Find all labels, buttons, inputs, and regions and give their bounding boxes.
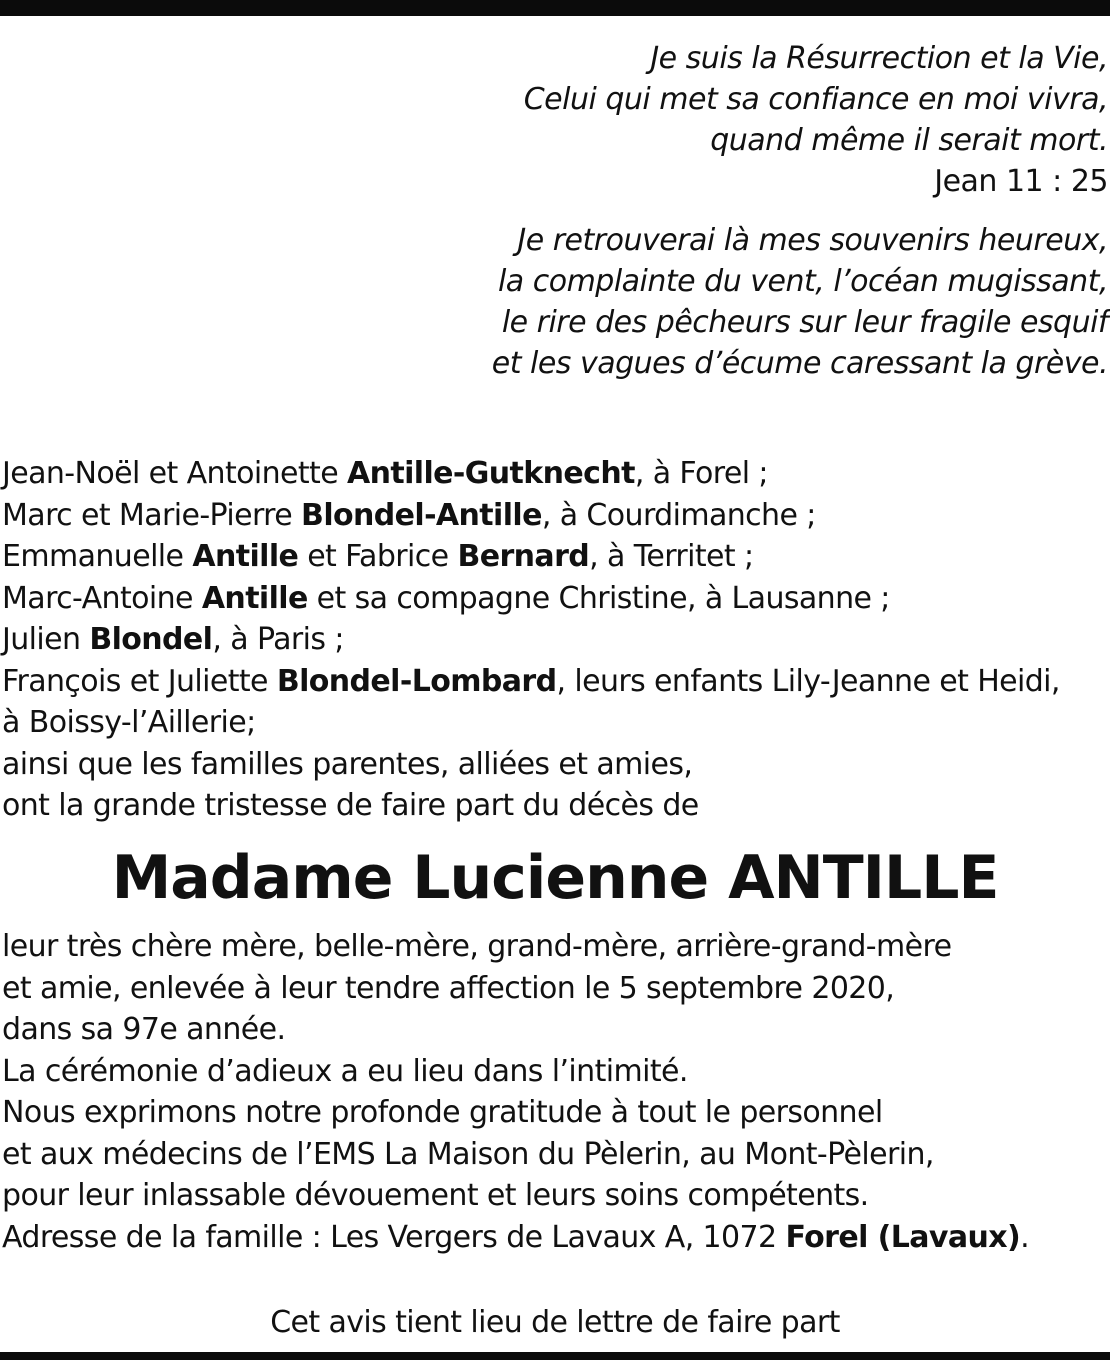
- deceased-name: Madame Lucienne ANTILLE: [111, 843, 999, 913]
- family-line: Jean-Noël et Antoinette Antille-Gutknecht, à Forel ;: [2, 456, 768, 491]
- family-surname: Blondel-Antille: [301, 497, 542, 533]
- bible-quote-line: Celui qui met sa confiance en moi vivra,: [523, 82, 1108, 117]
- bottom-rule: [0, 1352, 1110, 1360]
- family-line: Marc-Antoine Antille et sa compagne Christine, à Lausanne ;: [2, 580, 890, 616]
- bible-quote-line: Je suis la Résurrection et la Vie,: [650, 41, 1108, 76]
- family-surname: Antille: [192, 539, 299, 574]
- family-line: François et Juliette Blondel-Lombard, leurs enfants Lily-Jeanne et Heidi,: [2, 663, 1060, 699]
- family-surname: Antille: [201, 580, 308, 616]
- family-surname: Blondel-Lombard: [276, 663, 557, 699]
- poem-quote: [348, 220, 1108, 384]
- family-surname: Bernard: [457, 539, 590, 574]
- poem-line: Je retrouverai là mes souvenirs heureux,: [517, 223, 1108, 258]
- announcement-body: [2, 926, 1102, 1258]
- poem-line: et les vagues d’écume caressant la grève.: [491, 346, 1108, 381]
- body-line: et amie, enlevée à leur tendre affection le 5 septembre 2020,: [2, 970, 895, 1006]
- bible-quote-line: quand même il serait mort.: [710, 123, 1108, 158]
- body-line: La cérémonie d’adieux a eu lieu dans l’intimité.: [2, 1053, 688, 1089]
- top-rule: [0, 0, 1110, 16]
- family-line: Emmanuelle Antille et Fabrice Bernard, à Territet ;: [2, 539, 754, 574]
- family-line: ainsi que les familles parentes, alliées et amies,: [2, 746, 693, 782]
- family-line: ont la grande tristesse de faire part du décès de: [2, 788, 699, 823]
- family-list: [2, 453, 1102, 827]
- body-line: et aux médecins de l’EMS La Maison du Pèlerin, au Mont-Pèlerin,: [2, 1136, 934, 1172]
- bible-quote: [348, 38, 1108, 202]
- body-line: Nous exprimons notre profonde gratitude à tout le personnel: [2, 1095, 883, 1130]
- family-surname: Antille-Gutknecht: [347, 456, 635, 491]
- poem-line: la complainte du vent, l’océan mugissant,: [497, 264, 1108, 299]
- body-line: pour leur inlassable dévouement et leurs soins compétents.: [2, 1178, 869, 1213]
- family-surname: Blondel: [89, 622, 213, 657]
- family-line: Marc et Marie-Pierre Blondel-Antille, à Courdimanche ;: [2, 497, 816, 533]
- poem-line: le rire des pêcheurs sur leur fragile esquif: [501, 305, 1108, 340]
- bible-reference: Jean 11 : 25: [934, 164, 1108, 199]
- family-line: à Boissy-l’Aillerie;: [2, 705, 256, 740]
- family-address: Adresse de la famille : Les Vergers de Lavaux A, 1072 Forel (Lavaux).: [2, 1219, 1030, 1255]
- footer-note: Cet avis tient lieu de lettre de faire part: [270, 1305, 840, 1340]
- family-line: Julien Blondel, à Paris ;: [2, 622, 344, 657]
- body-line: leur très chère mère, belle-mère, grand-mère, arrière-grand-mère: [2, 929, 952, 964]
- body-line: dans sa 97e année.: [2, 1012, 286, 1047]
- address-locality: Forel (Lavaux): [785, 1219, 1021, 1255]
